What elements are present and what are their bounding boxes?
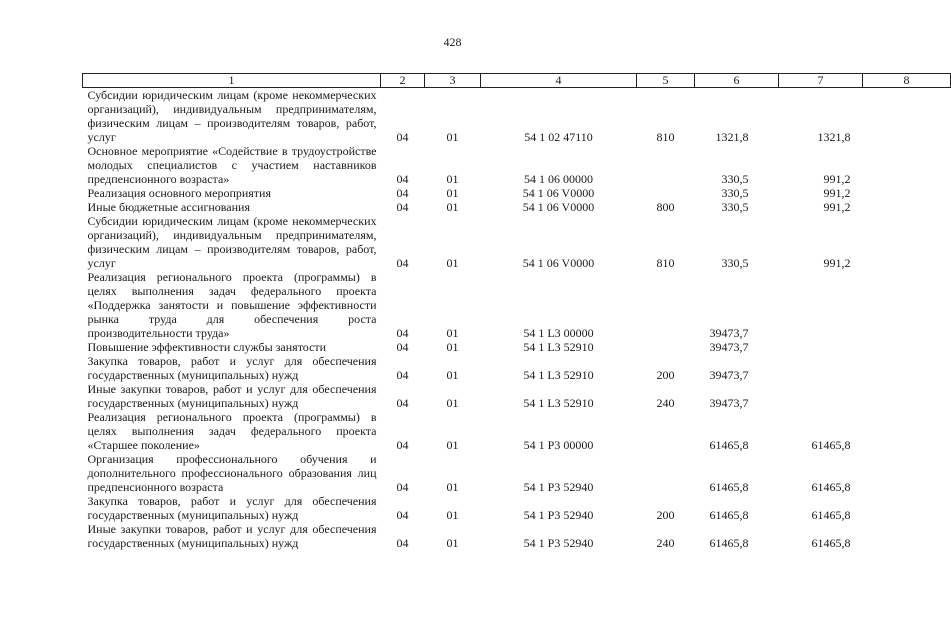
row-target-article: 54 1 P3 52940 (523, 508, 594, 522)
row-target-article: 54 1 L3 00000 (523, 326, 594, 340)
row-section: 04 (396, 480, 409, 494)
row-name: Иные закупки товаров, работ и услуг для обеспечения государственных (муниципальных) нужд (87, 522, 377, 550)
row-subsection: 01 (446, 368, 459, 382)
row-sum-col7: 1321,8 (817, 130, 851, 144)
row-sum-col7: 61465,8 (811, 480, 851, 494)
row-sum-col7: 991,2 (823, 256, 851, 270)
row-target-article: 54 1 L3 52910 (523, 368, 594, 382)
row-sum-col7 (779, 270, 863, 340)
row-sum-col8 (863, 340, 951, 354)
row-sum-col8 (863, 522, 951, 550)
table-row (83, 522, 951, 550)
row-sum-col6: 61465,8 (709, 438, 749, 452)
row-section: 04 (396, 368, 409, 382)
table-row (83, 200, 951, 214)
row-expense-type: 810 (656, 130, 675, 144)
row-sum-col7: 991,2 (823, 200, 851, 214)
row-target-article: 54 1 P3 52940 (523, 480, 594, 494)
row-expense-type: 240 (656, 536, 675, 550)
row-target-article: 54 1 02 47110 (524, 130, 593, 144)
table-row (83, 340, 951, 354)
row-subsection: 01 (446, 256, 459, 270)
row-target-article: 54 1 06 V0000 (522, 186, 595, 200)
page-number: 428 (443, 35, 462, 49)
row-section: 04 (396, 508, 409, 522)
row-name: Субсидии юридическим лицам (кроме некоммерческих организаций), индивидуальным предпринимателям, физическим лицам – производителям товаров, работ, услуг (87, 214, 377, 270)
row-expense-type: 200 (656, 508, 675, 522)
row-target-article: 54 1 P3 00000 (523, 438, 594, 452)
table-row (83, 214, 951, 270)
table-row (83, 494, 951, 522)
row-sum-col6: 61465,8 (709, 536, 749, 550)
row-target-article: 54 1 L3 52910 (523, 396, 594, 410)
row-name: Закупка товаров, работ и услуг для обеспечения государственных (муниципальных) нужд (87, 494, 377, 522)
row-section: 04 (396, 396, 409, 410)
row-subsection: 01 (446, 480, 459, 494)
row-sum-col7 (779, 340, 863, 354)
row-sum-col8 (863, 88, 951, 145)
row-section: 04 (396, 200, 409, 214)
row-expense-type: 240 (656, 396, 675, 410)
row-section: 04 (396, 340, 409, 354)
row-target-article: 54 1 L3 52910 (523, 340, 594, 354)
header-col-7: 7 (779, 74, 863, 88)
row-expense-type: 810 (656, 256, 675, 270)
row-sum-col8 (863, 494, 951, 522)
row-section: 04 (396, 130, 409, 144)
row-sum-col6: 39473,7 (709, 340, 749, 354)
row-section: 04 (396, 438, 409, 452)
row-sum-col7 (779, 354, 863, 382)
row-sum-col6: 61465,8 (709, 508, 749, 522)
row-sum-col6: 39473,7 (709, 396, 749, 410)
row-name: Реализация основного мероприятия (87, 186, 271, 200)
row-sum-col8 (863, 354, 951, 382)
row-expense-type (637, 270, 695, 340)
table-row (83, 410, 951, 452)
table-row (83, 186, 951, 200)
row-sum-col8 (863, 144, 951, 186)
row-expense-type: 800 (656, 200, 675, 214)
row-name: Субсидии юридическим лицам (кроме некоммерческих организаций), индивидуальным предпринимателям, физическим лицам – производителям товаров, работ, услуг (87, 88, 377, 144)
row-sum-col6: 330,5 (721, 186, 749, 200)
header-row (83, 74, 951, 88)
row-sum-col8 (863, 200, 951, 214)
row-target-article: 54 1 06 00000 (524, 172, 593, 186)
row-subsection: 01 (446, 130, 459, 144)
row-sum-col8 (863, 214, 951, 270)
header-col-3: 3 (425, 74, 481, 88)
row-section: 04 (396, 326, 409, 340)
row-name: Иные закупки товаров, работ и услуг для обеспечения государственных (муниципальных) нужд (87, 382, 377, 410)
row-subsection: 01 (446, 536, 459, 550)
row-sum-col6: 330,5 (721, 200, 749, 214)
row-sum-col7: 61465,8 (811, 536, 851, 550)
row-sum-col7: 991,2 (823, 186, 851, 200)
row-subsection: 01 (446, 508, 459, 522)
row-sum-col6: 330,5 (721, 256, 749, 270)
table-body (83, 88, 951, 551)
row-name: Основное мероприятие «Содействие в трудоустройстве молодых специалистов с участием наставников предпенсионного возраста» (87, 144, 377, 186)
row-sum-col7: 991,2 (823, 172, 851, 186)
row-target-article: 54 1 P3 52940 (523, 536, 594, 550)
row-sum-col8 (863, 382, 951, 410)
row-sum-col7: 61465,8 (811, 438, 851, 452)
budget-table (82, 73, 951, 550)
row-sum-col6: 39473,7 (709, 368, 749, 382)
header-col-8: 8 (863, 74, 951, 88)
row-name: Реализация регионального проекта (программы) в целях выполнения задач федерального проекта «Старшее поколение» (87, 410, 377, 452)
row-sum-col8 (863, 410, 951, 452)
row-target-article: 54 1 06 V0000 (522, 200, 595, 214)
row-name: Реализация регионального проекта (программы) в целях выполнения задач федерального проекта «Поддержка занятости и повышение эффективности рынка труда для обеспечения роста производительности труда» (87, 270, 377, 340)
row-expense-type: 200 (656, 368, 675, 382)
header-col-4: 4 (481, 74, 637, 88)
row-section: 04 (396, 256, 409, 270)
row-section: 04 (396, 172, 409, 186)
row-subsection: 01 (446, 340, 459, 354)
row-sum-col8 (863, 270, 951, 340)
header-col-1: 1 (83, 74, 381, 88)
row-sum-col7: 61465,8 (811, 508, 851, 522)
row-sum-col8 (863, 452, 951, 494)
row-section: 04 (396, 186, 409, 200)
row-name: Закупка товаров, работ и услуг для обеспечения государственных (муниципальных) нужд (87, 354, 377, 382)
row-subsection: 01 (446, 396, 459, 410)
table-row (83, 144, 951, 186)
row-expense-type (637, 144, 695, 186)
table-row (83, 270, 951, 340)
table-row (83, 354, 951, 382)
table-row (83, 382, 951, 410)
row-name: Организация профессионального обучения и дополнительного профессионального образования лиц предпенсионного возраста (87, 452, 377, 494)
row-sum-col6: 330,5 (721, 172, 749, 186)
row-name: Иные бюджетные ассигнования (87, 200, 250, 214)
row-sum-col6: 39473,7 (709, 326, 749, 340)
row-subsection: 01 (446, 172, 459, 186)
row-sum-col8 (863, 186, 951, 200)
row-sum-col6: 1321,8 (715, 130, 749, 144)
row-subsection: 01 (446, 186, 459, 200)
header-col-6: 6 (695, 74, 779, 88)
table-row (83, 88, 951, 145)
row-subsection: 01 (446, 326, 459, 340)
row-section: 04 (396, 536, 409, 550)
table-row (83, 452, 951, 494)
table-header (83, 74, 951, 88)
row-name: Повышение эффективности службы занятости (87, 340, 327, 354)
row-expense-type (637, 340, 695, 354)
row-expense-type (637, 452, 695, 494)
header-col-2: 2 (381, 74, 425, 88)
row-subsection: 01 (446, 438, 459, 452)
row-expense-type (637, 186, 695, 200)
header-col-5: 5 (637, 74, 695, 88)
row-expense-type (637, 410, 695, 452)
row-target-article: 54 1 06 V0000 (522, 256, 595, 270)
row-sum-col6: 61465,8 (709, 480, 749, 494)
row-sum-col7 (779, 382, 863, 410)
row-subsection: 01 (446, 200, 459, 214)
